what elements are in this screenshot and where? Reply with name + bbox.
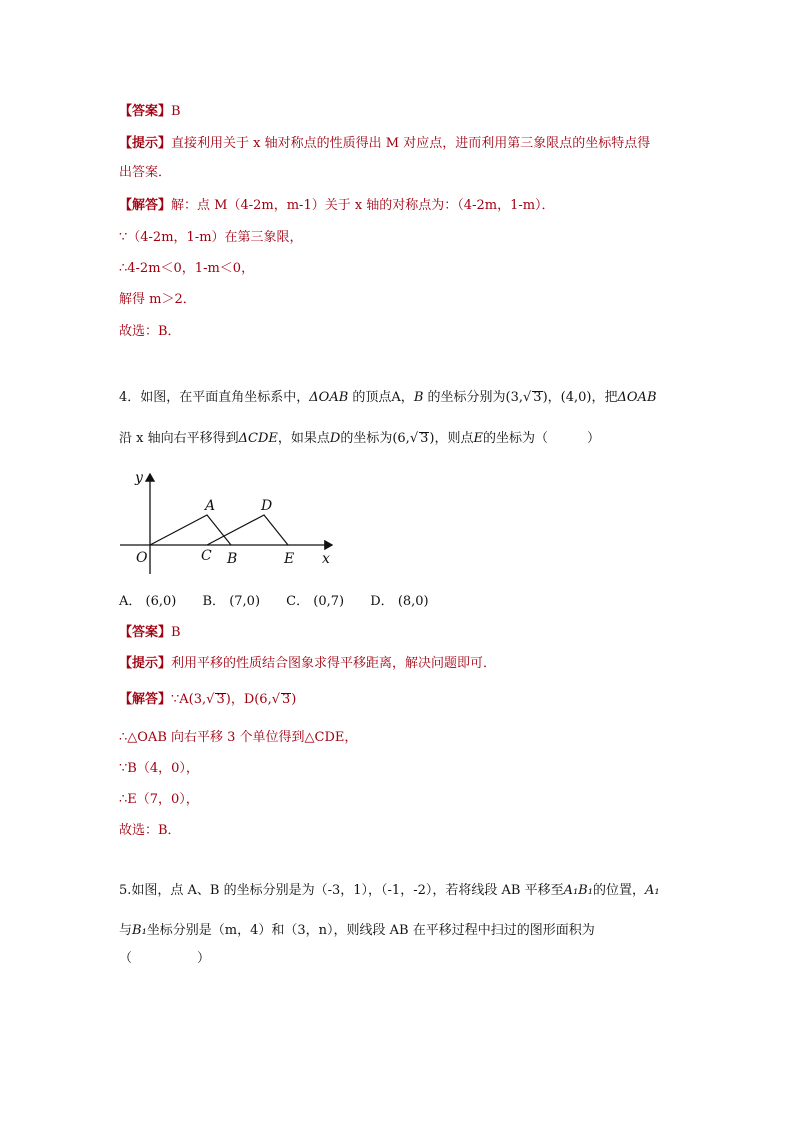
answer-tag: 【答案】 (119, 104, 172, 119)
paren-close: ) (542, 390, 548, 405)
option-a-value: (6,0) (145, 594, 177, 609)
q4-step1: ∴△OAB 向右平移 3 个单位得到△CDE， (119, 730, 358, 745)
tri-oab-2: ΔOAB (617, 390, 657, 405)
q3-solve-line (119, 197, 555, 215)
hint-text: 利用平移的性质结合图象求得平移距离，解决问题即可． (171, 656, 497, 671)
q3-hint-line2: 出答案． (119, 165, 172, 180)
q5-stem-line1 (119, 882, 660, 900)
label-e: E (284, 551, 295, 567)
q4-text-a: 的顶点A， (348, 390, 414, 405)
q4-step3: ∴E（7，0）， (119, 792, 199, 807)
answer-value: B (171, 625, 181, 640)
q3-answer-line (119, 103, 181, 121)
paren-close-4: ) (291, 692, 297, 707)
option-b-letter: B． (202, 594, 226, 609)
q4-line2-a: 沿 x 轴向右平移得到 (119, 431, 239, 446)
tri-cde: ΔCDE (238, 431, 278, 446)
point-b-label: B (413, 390, 424, 405)
option-a-letter: A． (119, 594, 142, 609)
q4-hint-line (119, 655, 496, 673)
q4-step2: ∵B（4，0）， (119, 761, 199, 776)
label-c: C (201, 548, 212, 564)
triangle-oab (150, 515, 231, 545)
sqrt-value-4: 3 (282, 692, 291, 707)
sqrt-value-2: 3 (420, 431, 429, 446)
q3-step1: ∵（4-2m，1-m）在第三象限， (119, 230, 303, 245)
sqrt-value-3: 3 (216, 692, 225, 707)
q5-line1-b: 的位置， (592, 883, 645, 898)
sqrt-sign-3: √ (206, 692, 215, 707)
coord-b: (4,0) (560, 390, 592, 405)
paren-close-3: ) (225, 692, 231, 707)
q3-hint-line (119, 135, 650, 153)
q5-line2-a: 与 (119, 923, 133, 938)
option-d-letter: D． (370, 594, 394, 609)
q5-line1-a: 5.如图，点 A、B 的坐标分别是为（-3，1），（-1，-2），若将线段 AB 平移至 (119, 883, 564, 898)
q4-text-b: 的坐标分别为 (423, 390, 506, 405)
solve-text: 解：点 M（4-2m，m-1）关于 x 轴的对称点为：（4-2m，1-m）． (171, 198, 555, 213)
label-o: O (136, 550, 148, 566)
hint-tag: 【提示】 (119, 136, 172, 151)
coord-a: (3, (505, 390, 523, 405)
q4-line2-d: ，则点 (434, 431, 474, 446)
translation-figure (112, 466, 342, 576)
point-a1: A₁ (644, 883, 660, 898)
q4-conclusion: 故选：B． (119, 823, 181, 838)
point-e-label: E (473, 431, 483, 446)
y-axis-label: y (135, 470, 143, 486)
hint-tag: 【提示】 (119, 656, 172, 671)
q4-line2-c: 的坐标为 (340, 431, 393, 446)
point-b1: B₁ (132, 923, 147, 938)
solve-tag: 【解答】 (119, 198, 172, 213)
solve-b: ，D(6, (230, 692, 272, 707)
q3-step2: ∴4-2m＜0，1-m＜0， (119, 261, 255, 276)
label-a: A (205, 498, 216, 514)
q4-options (119, 593, 451, 611)
q4-answer-line (119, 624, 181, 642)
label-b: B (227, 551, 238, 567)
sqrt-sign-4: √ (271, 692, 281, 707)
point-d-label: D (329, 431, 341, 446)
coord-d: (6, (392, 431, 410, 446)
option-d-value: (8,0) (397, 594, 429, 609)
segment-a1b1: A₁B₁ (563, 883, 593, 898)
option-c-value: (0,7) (313, 594, 345, 609)
hint-text: 直接利用关于 x 轴对称点的性质得出 M 对应点，进而利用第三象限点的坐标特点得 (171, 136, 651, 151)
label-d: D (261, 498, 273, 514)
x-axis-label: x (322, 551, 330, 567)
paren-close-2: ) (429, 431, 435, 446)
q3-step3: 解得 m＞2． (119, 292, 196, 307)
option-c-letter: C． (286, 594, 310, 609)
option-b[interactable] (203, 593, 261, 611)
q3-conclusion: 故选：B． (119, 324, 181, 339)
solve-tag: 【解答】 (119, 692, 172, 707)
option-d[interactable] (370, 593, 428, 611)
q4-solve-line (119, 691, 296, 709)
answer-value: B (171, 104, 181, 119)
sqrt-value: 3 (533, 390, 542, 405)
sqrt-sign-2: √ (409, 431, 419, 446)
q4-stem-line2 (119, 430, 600, 448)
q4-line2-e: 的坐标为（ ） (482, 431, 600, 446)
q4-stem-line1: 4．如图，在平面直角坐标系中，ΔOAB 的顶点A，B 的坐标分别为(3,√ 3)，(4,0)，把ΔOAB (119, 390, 657, 405)
q5-stem-line2 (119, 922, 595, 940)
option-a[interactable] (119, 593, 176, 611)
option-c[interactable] (286, 593, 344, 611)
q5-stem-line3: （ ） (119, 951, 211, 966)
solve-a: ∵A(3, (171, 692, 207, 707)
q5-line2-b: 坐标分别是（m，4）和（3，n），则线段 AB 在平移过程中扫过的图形面积为 (146, 923, 595, 938)
tri-oab: ΔOAB (309, 390, 349, 405)
q4-prefix: 4．如图，在平面直角坐标系中， (119, 390, 310, 405)
option-b-value: (7,0) (229, 594, 261, 609)
sqrt-sign: √ (523, 390, 532, 405)
answer-tag: 【答案】 (119, 625, 172, 640)
q4-text-c: ，把 (591, 390, 618, 405)
q4-line2-b: ，如果点 (277, 431, 330, 446)
